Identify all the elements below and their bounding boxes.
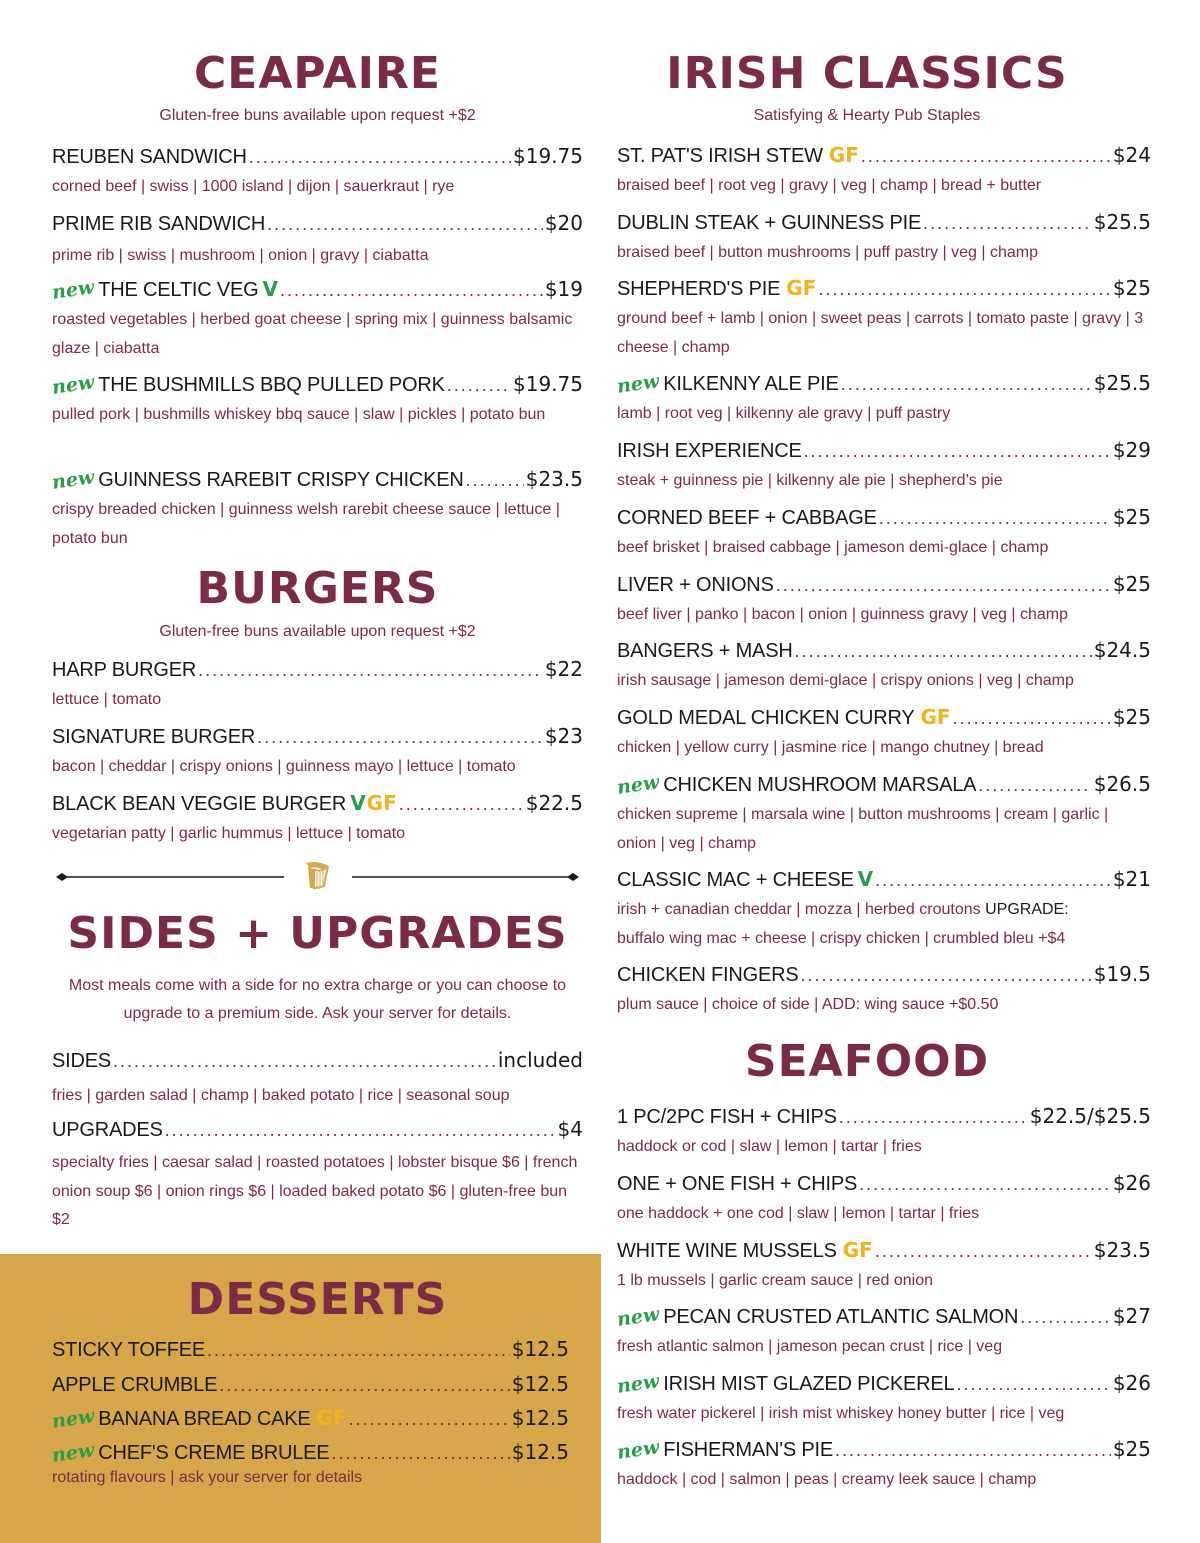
vegetarian-badge: V <box>857 867 874 891</box>
item-name: CORNED BEEF + CABBAGE <box>617 507 877 529</box>
item-price: included <box>497 1048 583 1072</box>
item-name: PRIME RIB SANDWICH <box>52 213 266 235</box>
menu-item <box>617 638 1151 696</box>
dot-leader <box>165 1120 556 1141</box>
item-description: beef brisket | braised cabbage | jameson demi-glace | champ <box>617 539 1049 556</box>
menu-item <box>52 1048 583 1111</box>
item-price: $25 <box>1112 505 1151 529</box>
item-description: braised beef | button mushrooms | puff pastry | veg | champ <box>617 244 1038 261</box>
item-name: FISHERMAN'S PIE <box>663 1439 834 1461</box>
dot-leader <box>331 1443 509 1464</box>
item-name: STICKY TOFFEE <box>52 1339 205 1361</box>
item-price: $12.5 <box>511 1337 569 1361</box>
item-description: vegetarian patty | garlic hummus | lettuce | tomato <box>52 825 406 842</box>
item-description: lamb | root veg | kilkenny ale gravy | puff pastry <box>617 405 951 422</box>
new-badge: new <box>615 771 661 799</box>
item-price: $23.5 <box>1093 1238 1151 1262</box>
menu-item <box>617 1238 1151 1296</box>
menu-item <box>617 1437 1151 1495</box>
menu-item <box>52 211 583 271</box>
menu-item <box>617 276 1151 362</box>
item-description: pulled pork | bushmills whiskey bbq sauce | slaw | pickles | potato bun <box>52 406 546 423</box>
item-description-text: irish + canadian cheddar | mozza | herbed croutons <box>617 901 981 918</box>
item-name: REUBEN SANDWICH <box>52 146 247 168</box>
item-name: ONE + ONE FISH + CHIPS <box>617 1173 858 1195</box>
item-price: $12.5 <box>511 1406 569 1430</box>
item-description: braised beef | root veg | gravy | veg | champ | bread + butter <box>617 177 1042 194</box>
dot-leader <box>399 794 524 815</box>
new-badge: new <box>615 1303 661 1331</box>
menu-item <box>617 572 1151 630</box>
item-price: $26 <box>1112 1171 1151 1195</box>
section-title-seafood: SEAFOOD <box>744 1036 990 1087</box>
harp-icon <box>306 862 328 888</box>
item-name: IRISH MIST GLAZED PICKEREL <box>663 1373 955 1395</box>
item-name: SIDES <box>52 1050 112 1072</box>
item-price: $25 <box>1112 1437 1151 1461</box>
menu-item <box>617 371 1151 429</box>
item-name: LIVER + ONIONS <box>617 574 774 596</box>
item-name: PECAN CRUSTED ATLANTIC SALMON <box>663 1306 1019 1328</box>
item-price: $12.5 <box>511 1440 569 1464</box>
item-name: ST. PAT'S IRISH STEW <box>617 145 823 167</box>
item-price: $26 <box>1112 1371 1151 1395</box>
gluten-free-badge: GF <box>828 143 859 167</box>
item-price: $19 <box>544 277 583 301</box>
section-title-burgers: BURGERS <box>196 563 439 614</box>
upgrade-label: UPGRADE: <box>985 901 1069 918</box>
item-description: bacon | cheddar | crispy onions | guinness mayo | lettuce | tomato <box>52 758 516 775</box>
dot-leader <box>776 575 1111 596</box>
item-name: CHICKEN MUSHROOM MARSALA <box>663 774 977 796</box>
dot-leader <box>861 146 1111 167</box>
item-price: $24.5 <box>1093 638 1151 662</box>
gluten-free-badge: GF <box>920 705 951 729</box>
dot-leader <box>804 441 1111 462</box>
dot-leader <box>800 965 1091 986</box>
menu-item <box>52 1337 569 1363</box>
menu-item <box>52 277 583 363</box>
dot-leader <box>198 660 543 681</box>
section-title-desserts: DESSERTS <box>187 1274 448 1325</box>
item-description <box>617 896 1151 953</box>
item-price: $25.5 <box>1093 210 1151 234</box>
item-description: chicken | yellow curry | jasmine rice | mango chutney | bread <box>617 739 1044 756</box>
item-price: $23.5 <box>525 467 583 491</box>
dot-leader <box>923 213 1092 234</box>
item-description: fries | garden salad | champ | baked potato | rice | seasonal soup <box>52 1087 510 1104</box>
item-description: prime rib | swiss | mushroom | onion | gravy | ciabatta <box>52 247 429 264</box>
item-description: fresh water pickerel | irish mist whiskey honey butter | rice | veg <box>617 1405 1065 1422</box>
section-title-sides: SIDES + UPGRADES <box>67 908 568 959</box>
item-name: GUINNESS RAREBIT CRISPY CHICKEN <box>98 469 464 491</box>
menu-item <box>617 438 1151 496</box>
item-name: IRISH EXPERIENCE <box>617 440 802 462</box>
item-description: 1 lb mussels | garlic cream sauce | red onion <box>617 1272 934 1289</box>
new-badge: new <box>50 1439 96 1467</box>
item-description: irish sausage | jameson demi-glace | crispy onions | veg | champ <box>617 672 1074 689</box>
menu-item <box>617 962 1151 1020</box>
vegetarian-badge: V <box>350 791 366 815</box>
dot-leader <box>349 1409 510 1430</box>
item-price: $25 <box>1112 276 1151 300</box>
item-name: THE BUSHMILLS BBQ PULLED PORK <box>98 374 445 396</box>
dot-leader <box>207 1340 510 1361</box>
section-title-ceapaire: CEAPAIRE <box>194 48 441 99</box>
item-price: $19.75 <box>513 144 583 168</box>
dot-leader <box>841 374 1092 395</box>
item-name: BANGERS + MASH <box>617 640 793 662</box>
item-description: steak + guinness pie | kilkenny ale pie | shepherd’s pie <box>617 472 1003 489</box>
item-name: UPGRADES <box>52 1119 163 1141</box>
item-description: one haddock + one cod | slaw | lemon | tartar | fries <box>617 1205 980 1222</box>
new-badge: new <box>615 370 661 398</box>
item-name: GOLD MEDAL CHICKEN CURRY <box>617 707 915 729</box>
item-name: CLASSIC MAC + CHEESE <box>617 869 854 891</box>
item-name: WHITE WINE MUSSELS <box>617 1240 837 1262</box>
diamond-ornament <box>567 873 579 881</box>
item-description: ground beef + lamb | onion | sweet peas | carrots | tomato paste | gravy | 3 cheese | champ <box>617 310 1144 356</box>
dot-leader <box>875 1241 1092 1262</box>
menu-item <box>52 1117 583 1235</box>
dot-leader <box>795 641 1092 662</box>
dot-leader <box>875 870 1111 891</box>
dot-leader <box>859 1174 1111 1195</box>
vegetarian-badge: V <box>262 277 278 301</box>
item-description: plum sauce | choice of side | ADD: wing sauce +$0.50 <box>617 996 999 1013</box>
new-badge: new <box>50 371 96 399</box>
dot-leader <box>113 1051 496 1072</box>
item-price: $25 <box>1112 572 1151 596</box>
dot-leader <box>267 214 543 235</box>
new-badge: new <box>615 1436 661 1464</box>
menu-item <box>52 144 583 202</box>
menu-item <box>52 467 583 553</box>
item-description: chicken supreme | marsala wine | button mushrooms | cream | garlic | onion | veg | champ <box>617 806 1109 852</box>
item-price: $19.75 <box>513 372 583 396</box>
harp-divider <box>52 860 583 890</box>
item-name: HARP BURGER <box>52 659 197 681</box>
menu-item <box>617 1371 1151 1429</box>
menu-item <box>617 705 1151 763</box>
gluten-free-badge: GF <box>316 1406 347 1430</box>
dot-leader <box>879 508 1111 529</box>
item-description: fresh atlantic salmon | jameson pecan crust | rice | veg <box>617 1338 1003 1355</box>
dot-leader <box>447 375 511 396</box>
menu-item <box>52 657 583 715</box>
item-description: rotating flavours | ask your server for details <box>52 1469 363 1486</box>
dot-leader <box>978 775 1091 796</box>
item-name: SHEPHERD'S PIE <box>617 278 781 300</box>
dot-leader <box>835 1440 1111 1461</box>
menu-item <box>52 372 583 430</box>
item-price: $20 <box>544 211 583 235</box>
item-price: $23 <box>544 724 583 748</box>
dot-leader <box>839 1107 1028 1128</box>
new-badge: new <box>50 466 96 494</box>
dot-leader <box>466 470 524 491</box>
menu-item <box>617 143 1151 201</box>
item-description: roasted vegetables | herbed goat cheese | spring mix | guinness balsamic glaze | ciabatta <box>52 311 573 357</box>
dot-leader <box>818 279 1110 300</box>
menu-item <box>52 724 583 782</box>
section-title-irish-classics: IRISH CLASSICS <box>666 48 1068 99</box>
section-subtitle-irish-classics: Satisfying & Hearty Pub Staples <box>753 107 981 124</box>
menu-item <box>617 867 1151 953</box>
new-badge: new <box>50 1405 96 1433</box>
item-name: DUBLIN STEAK + GUINNESS PIE <box>617 212 922 234</box>
item-price: $25.5 <box>1093 371 1151 395</box>
item-price: $22.5 <box>525 791 583 815</box>
item-description: crispy breaded chicken | guinness welsh rarebit cheese sauce | lettuce | potato bun <box>52 501 560 547</box>
item-price: $29 <box>1112 438 1151 462</box>
dot-leader <box>1020 1307 1111 1328</box>
item-price: $4 <box>557 1117 583 1141</box>
item-name: CHICKEN FINGERS <box>617 964 799 986</box>
item-name: BANANA BREAD CAKE <box>98 1408 311 1430</box>
item-price: $22 <box>544 657 583 681</box>
item-name: SIGNATURE BURGER <box>52 726 256 748</box>
dot-leader <box>219 1375 510 1396</box>
dot-leader <box>249 147 511 168</box>
item-price: $26.5 <box>1093 772 1151 796</box>
menu-item <box>52 1406 569 1432</box>
menu-item <box>617 505 1151 563</box>
gluten-free-badge: GF <box>366 791 397 815</box>
item-description: corned beef | swiss | 1000 island | dijon | sauerkraut | rye <box>52 178 455 195</box>
menu-item <box>617 210 1151 268</box>
item-description: haddock | cod | salmon | peas | creamy leek sauce | champ <box>617 1471 1037 1488</box>
gluten-free-badge: GF <box>842 1238 873 1262</box>
menu-item <box>52 791 583 849</box>
upgrade-options: buffalo wing mac + cheese | crispy chicken | crumbled bleu +$4 <box>617 929 1066 947</box>
item-price: $27 <box>1112 1304 1151 1328</box>
section-subtitle-burgers: Gluten-free buns available upon request +$2 <box>159 623 476 640</box>
menu-item <box>617 772 1151 858</box>
item-name: CHEF'S CREME BRULEE <box>98 1442 330 1464</box>
menu-item <box>52 1440 569 1493</box>
section-subtitle-ceapaire: Gluten-free buns available upon request +$2 <box>159 107 476 124</box>
item-price: $21 <box>1112 867 1151 891</box>
item-price: $25 <box>1112 705 1151 729</box>
item-price: $24 <box>1112 143 1151 167</box>
item-price: $12.5 <box>511 1372 569 1396</box>
item-price: $19.5 <box>1093 962 1151 986</box>
item-name: BLACK BEAN VEGGIE BURGER <box>52 793 347 815</box>
item-name: 1 PC/2PC FISH + CHIPS <box>617 1106 837 1128</box>
item-description: haddock or cod | slaw | lemon | tartar | fries <box>617 1138 922 1155</box>
gluten-free-badge: GF <box>786 276 817 300</box>
dot-leader <box>280 280 543 301</box>
item-description: lettuce | tomato <box>52 691 162 708</box>
menu-item <box>52 1372 569 1398</box>
menu-item <box>617 1104 1151 1162</box>
dot-leader <box>953 708 1111 729</box>
menu-item <box>617 1304 1151 1362</box>
dot-leader <box>956 1374 1110 1395</box>
item-name: THE CELTIC VEG <box>98 279 259 301</box>
item-description: specialty fries | caesar salad | roasted potatoes | lobster bisque $6 | french onion soup $6 | onion rings $6 | loaded baked potato $6 | gluten-free bun $2 <box>52 1154 578 1228</box>
item-name: APPLE CRUMBLE <box>52 1374 218 1396</box>
item-description: beef liver | panko | bacon | onion | guinness gravy | veg | champ <box>617 606 1068 623</box>
section-subtitle-sides: Most meals come with a side for no extra charge or you can choose to upgrade to a premium side. Ask your server for details. <box>68 977 567 1022</box>
item-name: KILKENNY ALE PIE <box>663 373 839 395</box>
item-price: $22.5/$25.5 <box>1029 1104 1151 1128</box>
new-badge: new <box>50 276 96 304</box>
dot-leader <box>257 727 543 748</box>
menu-item <box>617 1171 1151 1229</box>
new-badge: new <box>615 1370 661 1398</box>
